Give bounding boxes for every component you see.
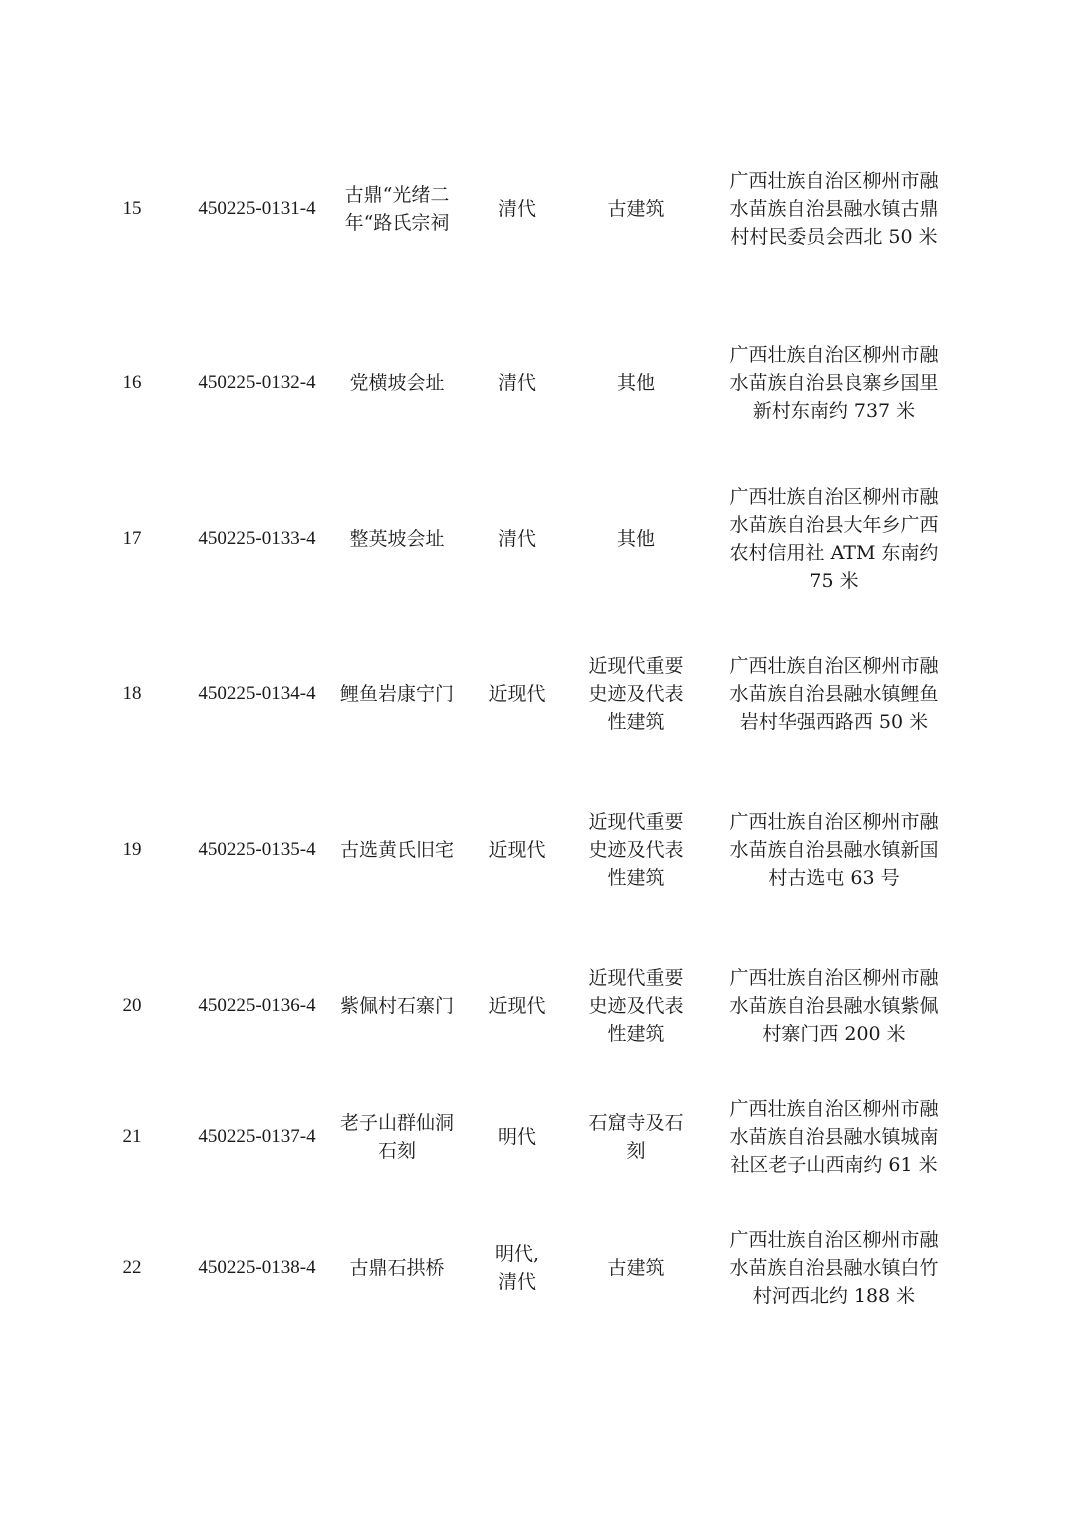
table-row — [72, 461, 1002, 616]
site-address: 广西壮族自治区柳州市融水苗族自治县融水镇古鼎村村民委员会西北 50 米 — [729, 170, 939, 248]
table-row — [72, 616, 1002, 772]
site-era: 清代 — [497, 527, 536, 550]
row-number: 21 — [122, 1126, 142, 1147]
site-address: 广西壮族自治区柳州市融水苗族自治县融水镇鲤鱼岩村华强西路西 50 米 — [729, 655, 939, 733]
row-number: 17 — [122, 527, 142, 549]
row-number: 18 — [122, 683, 142, 704]
site-address: 广西壮族自治区柳州市融水苗族自治县良寨乡国里新村东南约 737 米 — [729, 344, 939, 422]
table-row — [72, 150, 1002, 268]
site-name: 鲤鱼岩康宁门 — [339, 683, 454, 705]
site-type: 其他 — [616, 527, 655, 550]
site-code: 450225-0137-4 — [198, 1126, 316, 1147]
site-era: 近现代 — [488, 683, 546, 705]
site-code: 450225-0135-4 — [198, 839, 316, 860]
site-era: 近现代 — [488, 995, 546, 1017]
site-type: 石窟寺及石刻 — [588, 1112, 684, 1162]
table-row — [72, 1190, 1002, 1346]
row-number: 16 — [122, 372, 142, 393]
table-row — [72, 928, 1002, 1084]
site-code: 450225-0133-4 — [198, 527, 316, 549]
site-code: 450225-0131-4 — [198, 198, 316, 219]
site-era: 清代 — [497, 372, 536, 394]
site-type: 近现代重要史迹及代表性建筑 — [588, 811, 684, 889]
site-name: 紫佩村石寨门 — [339, 995, 454, 1017]
site-era: 近现代 — [488, 839, 546, 861]
table-row — [72, 305, 1002, 461]
site-address: 广西壮族自治区柳州市融水苗族自治县融水镇紫佩村寨门西 200 米 — [729, 967, 939, 1045]
site-address: 广西壮族自治区柳州市融水苗族自治县融水镇城南社区老子山西南约 61 米 — [729, 1098, 939, 1176]
table-row — [72, 772, 1002, 928]
site-code: 450225-0134-4 — [198, 683, 316, 704]
site-era: 明代,清代 — [494, 1243, 540, 1293]
site-type: 古建筑 — [607, 198, 665, 220]
site-era: 清代 — [497, 198, 536, 220]
heritage-table — [72, 150, 1002, 1346]
site-type: 古建筑 — [607, 1257, 665, 1279]
site-name: 整英坡会址 — [349, 527, 445, 550]
row-number: 22 — [122, 1257, 142, 1278]
row-number: 15 — [122, 198, 142, 219]
site-address: 广西壮族自治区柳州市融水苗族自治县大年乡广西农村信用社 ATM 东南约 75 米 — [729, 485, 939, 592]
site-name: 老子山群仙洞石刻 — [339, 1112, 454, 1162]
site-code: 450225-0132-4 — [198, 372, 316, 393]
site-code: 450225-0136-4 — [198, 995, 316, 1016]
site-name: 古选黄氏旧宅 — [339, 839, 454, 861]
row-number: 20 — [122, 995, 142, 1016]
site-address: 广西壮族自治区柳州市融水苗族自治县融水镇白竹村河西北约 188 米 — [729, 1229, 939, 1307]
row-number: 19 — [122, 839, 142, 860]
site-era: 明代 — [497, 1126, 536, 1148]
site-type: 近现代重要史迹及代表性建筑 — [588, 967, 684, 1045]
site-name: 古鼎“光绪二年“路氏宗祠 — [344, 184, 450, 234]
site-type: 其他 — [616, 372, 655, 394]
site-name: 古鼎石拱桥 — [349, 1257, 445, 1279]
table-row — [72, 1084, 1002, 1190]
site-address: 广西壮族自治区柳州市融水苗族自治县融水镇新国村古选屯 63 号 — [729, 811, 939, 889]
site-code: 450225-0138-4 — [198, 1257, 316, 1278]
site-type: 近现代重要史迹及代表性建筑 — [588, 655, 684, 733]
site-name: 党横坡会址 — [349, 372, 445, 394]
